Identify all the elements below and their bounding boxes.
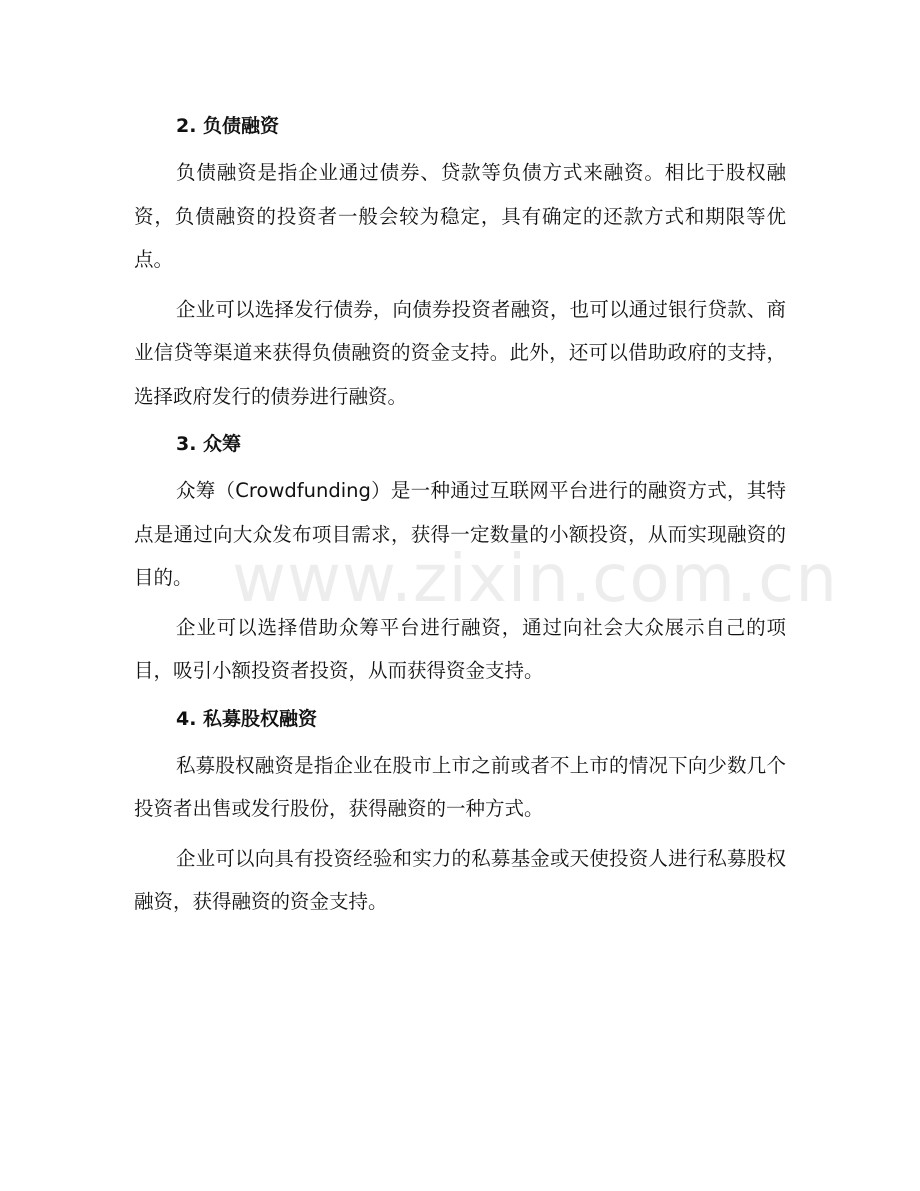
- section-crowdfunding: [134, 424, 786, 693]
- paragraph: 私募股权融资是指企业在股市上市之前或者不上市的情况下向少数几个投资者出售或发行股份，获得融资的一种方式。: [134, 753, 786, 820]
- watermark: www.zixin.com.cn: [232, 540, 839, 617]
- paragraph: 企业可以选择借助众筹平台进行融资，通过向社会大众展示自己的项目，吸引小额投资者投资，从而获得资金支持。: [134, 615, 786, 682]
- paragraph: 众筹（Crowdfunding）是一种通过互联网平台进行的融资方式，其特点是通过向大众发布项目需求，获得一定数量的小额投资，从而实现融资的目的。: [134, 479, 786, 589]
- section-private-equity: [134, 699, 786, 924]
- paragraph: 负债融资是指企业通过债券、贷款等负债方式来融资。相比于股权融资，负债融资的投资者一般会较为稳定，具有确定的还款方式和期限等优点。: [134, 161, 786, 271]
- section-heading: 4. 私募股权融资: [176, 707, 318, 730]
- section-debt-financing: [134, 106, 786, 418]
- paragraph: 企业可以选择发行债券，向债券投资者融资，也可以通过银行贷款、商业信贷等渠道来获得负债融资的资金支持。此外，还可以借助政府的支持，选择政府发行的债券进行融资。: [134, 297, 786, 408]
- section-heading: 3. 众筹: [176, 433, 242, 455]
- paragraph: 企业可以向具有投资经验和实力的私募基金或天使投资人进行私募股权融资，获得融资的资金支持。: [134, 846, 786, 913]
- section-heading: 2. 负债融资: [176, 115, 280, 137]
- document-body: [134, 106, 786, 930]
